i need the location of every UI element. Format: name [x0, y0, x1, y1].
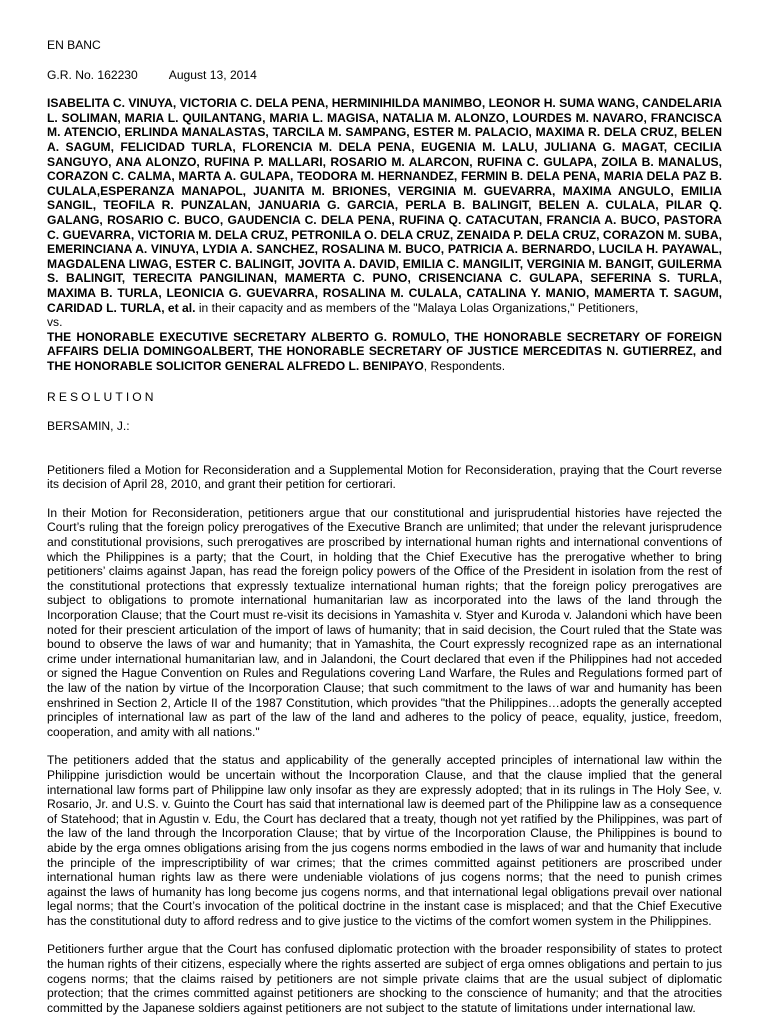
petitioner-capacity: in their capacity and as members of the "Malaya Lolas Organizations," Petitioners, — [195, 300, 639, 315]
body-paragraph-3: The petitioners added that the status and applicability of the generally accepted principles of international law within the Philippine jurisdiction would be uncertain without the Incorporation Clause, and that the clause implied that the general international law forms part of Philippine law only insofar as they are expressly adopted; that in its rulings in The Holy See, v. Rosario, Jr. and U.S. v. Guinto the Court has said that international law is deemed part of the Philippine law as a consequence of Statehood; that in Agustin v. Edu, the Court has declared that a treaty, though not yet ratified by the Philippines, was part of the law of the land through the Incorporation Clause; that by virtue of the Incorporation Clause, the Philippines is bound to abide by the erga omnes obligations arising from the jus cogens norms embodied in the laws of war and humanity that include the principle of the imprescriptibility of war crimes; that the crimes committed against petitioners are proscribed under international human rights law as there were undeniable violations of jus cogens norms; that the need to punish crimes against the laws of humanity has long become jus cogens norms, and that international legal obligations prevail over national legal norms; that the Court’s invocation of the political doctrine in the instant case is misplaced; and that the Chief Executive has the constitutional duty to afford redress and to give justice to the victims of the comfort women system in the Philippines. — [47, 753, 722, 928]
gr-number: G.R. No. 162230 — [47, 67, 138, 82]
ponente: BERSAMIN, J.: — [47, 419, 130, 434]
resolution-heading: RESOLUTION — [47, 390, 157, 405]
document-page — [47, 38, 722, 1029]
petitioners-block — [47, 96, 722, 315]
body-paragraph-1: Petitioners filed a Motion for Reconsideration and a Supplemental Motion for Reconsideration, praying that the Court reverse its decision of April 28, 2010, and grant their petition for certiorari. — [47, 462, 722, 492]
court-division: EN BANC — [47, 38, 101, 52]
respondents-block — [47, 330, 722, 374]
decision-date: August 13, 2014 — [168, 67, 257, 82]
case-number-line — [47, 68, 722, 83]
respondent-suffix: , Respondents. — [423, 358, 506, 373]
petitioner-names: ISABELITA C. VINUYA, VICTORIA C. DELA PENA, HERMINIHILDA MANIMBO, LEONOR H. SUMA WANG, CANDELARIA L. SOLIMAN, MARIA L. QUILANTANG, MARIA L. MAGISA, NATALIA M. ALONZO, LOURDES M. NAVARO, FRANCISCA M. ATENCIO, ERLINDA MANALASTAS, TARCILA M. SAMPANG, ESTER M. PALACIO, MAXIMA R. DELA CRUZ, BELEN A. SAGUM, FELICIDAD TURLA, FLORENCIA M. DELA PENA, EUGENIA M. LALU, JULIANA G. MAGAT, CECILIA SANGUYO, ANA ALONZO, RUFINA P. MALLARI, ROSARIO M. ALARCON, RUFINA C. GULAPA, ZOILA B. MANALUS, CORAZON C. CALMA, MARTA A. GULAPA, TEODORA M. HERNANDEZ, FERMIN B. DELA PENA, MARIA DELA PAZ B. CULALA,ESPERANZA MANAPOL, JUANITA M. BRIONES, VERGINIA M. GUEVARRA, MAXIMA ANGULO, EMILIA SANGIL, TEOFILA R. PUNZALAN, JANUARIA G. GARCIA, PERLA B. BALINGIT, BELEN A. CULALA, PILAR Q. GALANG, ROSARIO C. BUCO, GAUDENCIA C. DELA PENA, RUFINA Q. CATACUTAN, FRANCIA A. BUCO, PASTORA C. GUEVARRA, VICTORIA M. DELA CRUZ, PETRONILA O. DELA CRUZ, ZENAIDA P. DELA CRUZ, CORAZON M. SUBA, EMERINCIANA A. VINUYA, LYDIA A. SANCHEZ, ROSALINA M. BUCO, PATRICIA A. BERNARDO, LUCILA H. PAYAWAL, MAGDALENA LIWAG, ESTER C. BALINGIT, JOVITA A. DAVID, EMILIA C. MANGILIT, VERGINIA M. BANGIT, GUILERMA S. BALINGIT, TERECITA PANGILINAN, MAMERTA C. PUNO, CRISENCIANA C. GULAPA, SEFERINA S. TURLA, MAXIMA B. TURLA, LEONICIA G. GUEVARRA, ROSALINA M. CULALA, CATALINA Y. MANIO, MAMERTA T. SAGUM, CARIDAD L. TURLA, et al. — [47, 96, 722, 315]
body-paragraph-2: In their Motion for Reconsideration, petitioners argue that our constitutional and jurisprudential histories have rejected the Court’s ruling that the foreign policy prerogatives of the Executive Branch are unlimited; that under the relevant jurisprudence and constitutional provisions, such prerogatives are proscribed by international human rights and international conventions of which the Philippines is a party; that the Court, in holding that the Chief Executive has the prerogative whether to bring petitioners’ claims against Japan, has read the foreign policy powers of the Office of the President in isolation from the rest of the constitutional protections that expressly textualize international human rights; that the foreign policy prerogatives are subject to obligations to promote international humanitarian law as incorporated into the laws of the land through the Incorporation Clause; that the Court must re-visit its decisions in Yamashita v. Styer and Kuroda v. Jalandoni which have been noted for their prescient articulation of the import of laws of humanity; that in said decision, the Court ruled that the State was bound to observe the laws of war and humanity; that in Yamashita, the Court expressly recognized rape as an international crime under international humanitarian law, and in Jalandoni, the Court declared that even if the Philippines had not acceded or signed the Hague Convention on Rules and Regulations covering Land Warfare, the Rules and Regulations formed part of the law of the nation by virtue of the Incorporation Clause; that such commitment to the laws of war and humanity has been enshrined in Section 2, Article II of the 1987 Constitution, which provides "that the Philippines…adopts the generally accepted principles of international law as part of the law of the land and adheres to the policy of peace, equality, justice, freedom, cooperation, and amity with all nations." — [47, 505, 722, 739]
body-paragraph-4: Petitioners further argue that the Court has confused diplomatic protection with the broader responsibility of states to protect the human rights of their citizens, especially where the rights asserted are subject of erga omnes obligations and pertain to jus cogens norms; that the claims raised by petitioners are not simple private claims that are the usual subject of diplomatic protection; that the crimes committed against petitioners are shocking to the conscience of humanity; and that the atrocities committed by the Japanese soldiers against petitioners are not subject to the statute of limitations under international law. — [47, 942, 722, 1015]
versus-label: vs. — [47, 315, 63, 330]
respondent-names: THE HONORABLE EXECUTIVE SECRETARY ALBERTO G. ROMULO, THE HONORABLE SECRETARY OF FOREIGN AFFAIRS DELIA DOMINGOALBERT, THE HONORABLE SECRETARY OF JUSTICE MERCEDITAS N. GUTIERREZ, and THE HONORABLE SOLICITOR GENERAL ALFREDO L. BENIPAYO — [47, 329, 722, 373]
